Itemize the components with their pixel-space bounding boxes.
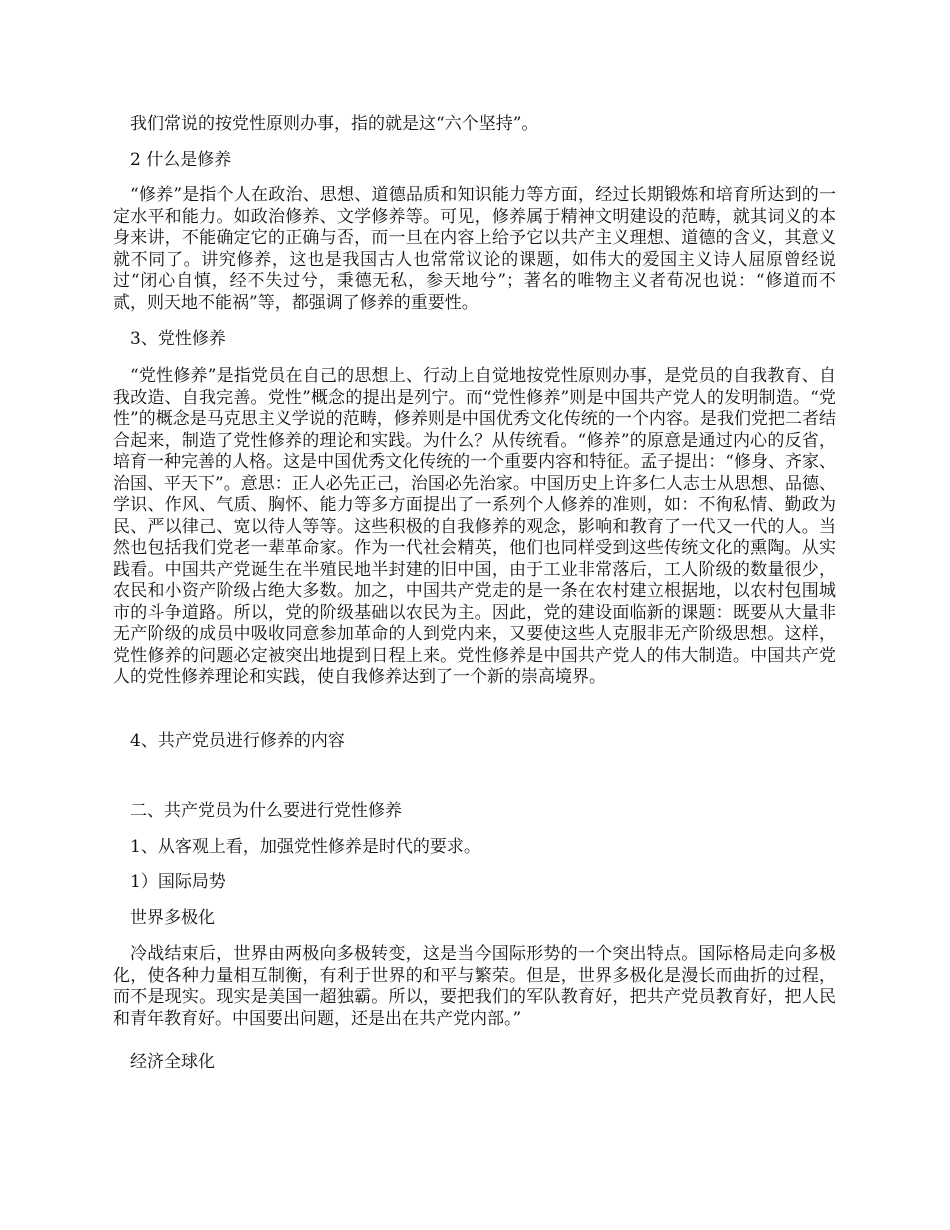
paragraph-multipolarity: 冷战结束后，世界由两极向多极转变，这是当今国际形势的一个突出特点。国际格局走向多极化，使各种力量相互制衡，有利于世界的和平与繁荣。但是，世界多极化是漫长而曲折的过程，而不是现实。现实是美国一超独霸。所以，要把我们的军队教育好，把共产党员教育好，把人民和青年教育好。中国要出问题，还是出在共产党内部。”	[113, 944, 836, 1029]
heading-section-two: 二、共产党员为什么要进行党性修养	[130, 801, 402, 821]
heading-cultivation-content: 4、共产党员进行修养的内容	[130, 731, 345, 751]
heading-globalization: 经济全球化	[130, 1052, 215, 1072]
heading-what-is-cultivation: 2 什么是修养	[130, 150, 232, 170]
heading-multipolarity: 世界多极化	[130, 908, 215, 928]
paragraph-intro: 我们常说的按党性原则办事，指的就是这“六个坚持”。	[130, 114, 539, 134]
heading-international-situation: 1）国际局势	[130, 872, 226, 892]
paragraph-party-spirit-cultivation: “党性修养”是指党员在自己的思想上、行动上自觉地按党性原则办事，是党员的自我教育、自我改造、自我完善。党性”概念的提出是列宁。而“党性修养”则是中国共产党人的发明制造。“党性”的概念是马克思主义学说的范畴，修养则是中国优秀文化传统的一个内容。是我们党把二者结合起来，制造了党性修养的理论和实践。为什么？从传统看。“修养”的原意是通过内心的反省，培育一种完善的人格。这是中国优秀文化传统的一个重要内容和特征。孟子提出：“修身、齐家、治国、平天下”。意思：正人必先正己，治国必先治家。中国历史上许多仁人志士从思想、品德、学识、作风、气质、胸怀、能力等多方面提出了一系列个人修养的准则，如：不徇私情、勤政为民、严以律己、宽以待人等等。这些积极的自我修养的观念，影响和教育了一代又一代的人。当然也包括我们党老一辈革命家。作为一代社会精英，他们也同样受到这些传统文化的熏陶。从实践看。中国共产党诞生在半殖民地半封建的旧中国，由于工业非常落后，工人阶级的数量很少，农民和小资产阶级占绝大多数。加之，中国共产党走的是一条在农村建立根据地，以农村包围城市的斗争道路。所以，党的阶级基础以农民为主。因此，党的建设面临新的课题：既要从大量非无产阶级的成员中吸收同意参加革命的人到党内来，又要使这些人克服非无产阶级思想。这样，党性修养的问题必定被突出地提到日程上来。党性修养是中国共产党人的伟大制造。中国共产党人的党性修养理论和实践，使自我修养达到了一个新的崇高境界。	[113, 366, 836, 687]
paragraph-cultivation-definition: “修养”是指个人在政治、思想、道德品质和知识能力等方面，经过长期锻炼和培育所达到的一定水平和能力。如政治修养、文学修养等。可见，修养属于精神文明建设的范畴，就其词义的本身来讲，不能确定它的正确与否，而一旦在内容上给予它以共产主义理想、道德的含义，其意义就不同了。讲究修养，这也是我国古人也常常议论的课题，如伟大的爱国主义诗人屈原曾经说过“闭心自慎，经不失过兮，秉德无私，参天地兮”；著名的唯物主义者荀况也说：“修道而不贰，则天地不能祸”等，都强调了修养的重要性。	[113, 185, 836, 313]
heading-party-spirit-cultivation: 3、党性修养	[130, 329, 226, 349]
heading-objective-requirement: 1、从客观上看，加强党性修养是时代的要求。	[130, 837, 481, 857]
